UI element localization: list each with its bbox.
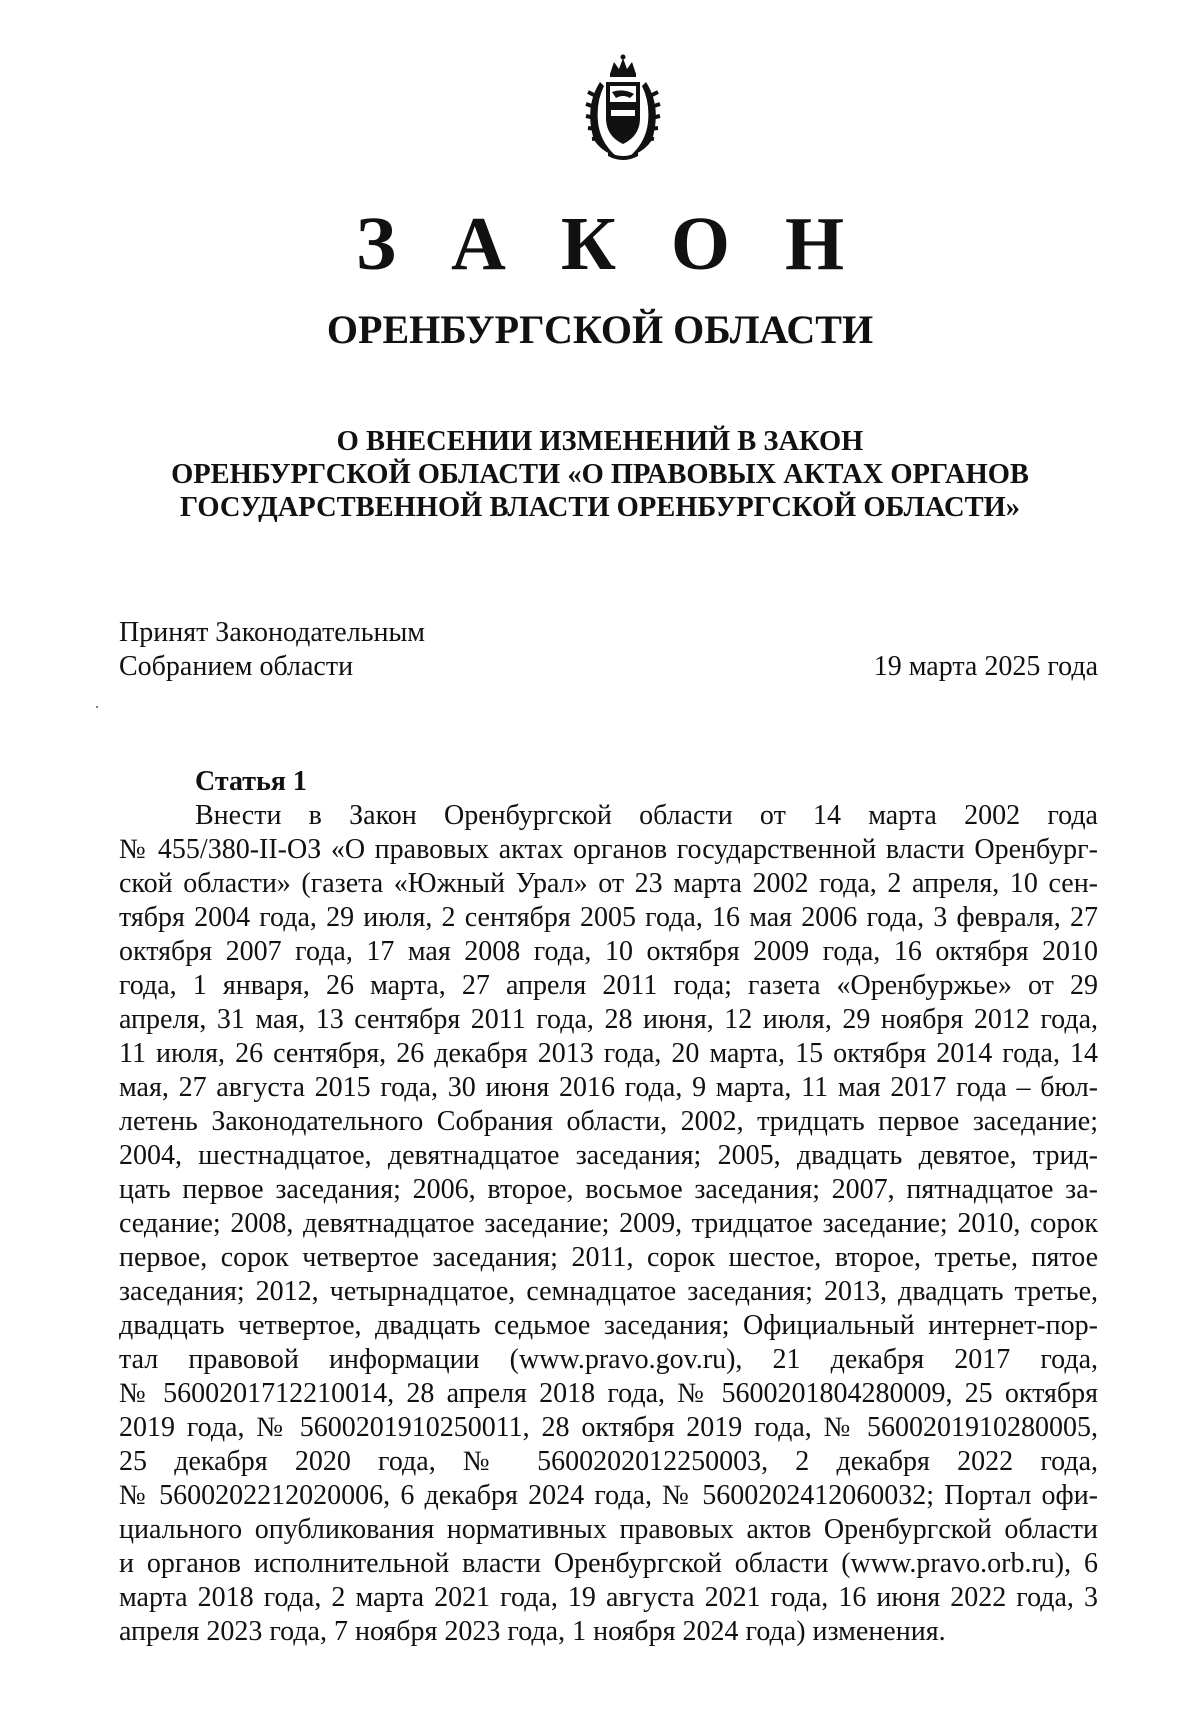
article-line: тября 2004 года, 29 июля, 2 сентября 2005 года, 16 мая 2006 года, 3 февраля, 27: [119, 902, 1098, 933]
article-line: апреля, 31 мая, 13 сентября 2011 года, 28 июня, 12 июля, 29 ноября 2012 года,: [119, 1004, 1098, 1035]
article-line: № 5600202212020006, 6 декабря 2024 года, № 5600202412060032; Портал офи-: [119, 1480, 1098, 1511]
adoption-line: Принят Законодательным: [119, 617, 425, 648]
article-line: летень Законодательного Собрания области, 2002, тридцать первое заседание;: [119, 1106, 1098, 1137]
article-line: марта 2018 года, 2 марта 2021 года, 19 августа 2021 года, 16 июня 2022 года, 3: [119, 1582, 1098, 1613]
law-title: З А К О Н: [355, 202, 863, 286]
subject-line: ГОСУДАРСТВЕННОЙ ВЛАСТИ ОРЕНБУРГСКОЙ ОБЛАСТИ»: [179, 492, 1021, 523]
article-heading: Статья 1: [195, 766, 307, 797]
article-line: первое, сорок четвертое заседания; 2011, сорок шестое, второе, третье, пятое: [119, 1242, 1098, 1273]
article-line: и органов исполнительной власти Оренбургской области (www.pravo.orb.ru), 6: [119, 1548, 1098, 1579]
region-name: ОРЕНБУРГСКОЙ ОБЛАСТИ: [326, 307, 874, 352]
scan-speck: [96, 706, 98, 708]
subject-line: О ВНЕСЕНИИ ИЗМЕНЕНИЙ В ЗАКОН: [336, 426, 864, 457]
coat-of-arms-icon: [578, 52, 668, 162]
article-line: 2004, шестнадцатое, девятнадцатое заседания; 2005, двадцать девятое, трид-: [119, 1140, 1098, 1171]
article-line: тал правовой информации (www.pravo.gov.ru), 21 декабря 2017 года,: [119, 1344, 1098, 1375]
article-line: циального опубликования нормативных правовых актов Оренбургской области: [119, 1514, 1098, 1545]
article-line: заседания; 2012, четырнадцатое, семнадцатое заседания; 2013, двадцать третье,: [119, 1276, 1098, 1307]
article-line: двадцать четвертое, двадцать седьмое заседания; Официальный интернет-пор-: [119, 1310, 1098, 1341]
article-line: № 455/380-II-ОЗ «О правовых актах органов государственной власти Оренбург-: [119, 834, 1098, 865]
article-line: 2019 года, № 5600201910250011, 28 октября 2019 года, № 5600201910280005,: [119, 1412, 1098, 1443]
article-line: Внести в Закон Оренбургской области от 14 марта 2002 года: [195, 800, 1098, 831]
article-line: года, 1 января, 26 марта, 27 апреля 2011 года; газета «Оренбуржье» от 29: [119, 970, 1098, 1001]
subject-line: ОРЕНБУРГСКОЙ ОБЛАСТИ «О ПРАВОВЫХ АКТАХ ОРГАНОВ: [171, 459, 1029, 490]
article-line: октября 2007 года, 17 мая 2008 года, 10 октября 2009 года, 16 октября 2010: [119, 936, 1098, 967]
article-line: № 5600201712210014, 28 апреля 2018 года, № 5600201804280009, 25 октября: [119, 1378, 1098, 1409]
adoption-date: 19 марта 2025 года: [873, 651, 1098, 682]
law-subject: [100, 425, 1100, 524]
article-body: [119, 799, 1098, 1649]
article-line: седание; 2008, девятнадцатое заседание; 2009, тридцатое заседание; 2010, сорок: [119, 1208, 1098, 1239]
adoption-statement: [119, 616, 425, 684]
adoption-line: Собранием области: [119, 651, 354, 682]
article-line: 25 декабря 2020 года, № 5600202012250003, 2 декабря 2022 года,: [119, 1446, 1098, 1477]
article-line: мая, 27 августа 2015 года, 30 июня 2016 года, 9 марта, 11 мая 2017 года – бюл-: [119, 1072, 1098, 1103]
article-line: апреля 2023 года, 7 ноября 2023 года, 1 ноября 2024 года) изменения.: [119, 1616, 946, 1647]
article-line: цать первое заседания; 2006, второе, восьмое заседания; 2007, пятнадцатое за-: [119, 1174, 1098, 1205]
article-line: 11 июля, 26 сентября, 26 декабря 2013 года, 20 марта, 15 октября 2014 года, 14: [119, 1038, 1098, 1069]
article-line: ской области» (газета «Южный Урал» от 23 марта 2002 года, 2 апреля, 10 сен-: [119, 868, 1098, 899]
